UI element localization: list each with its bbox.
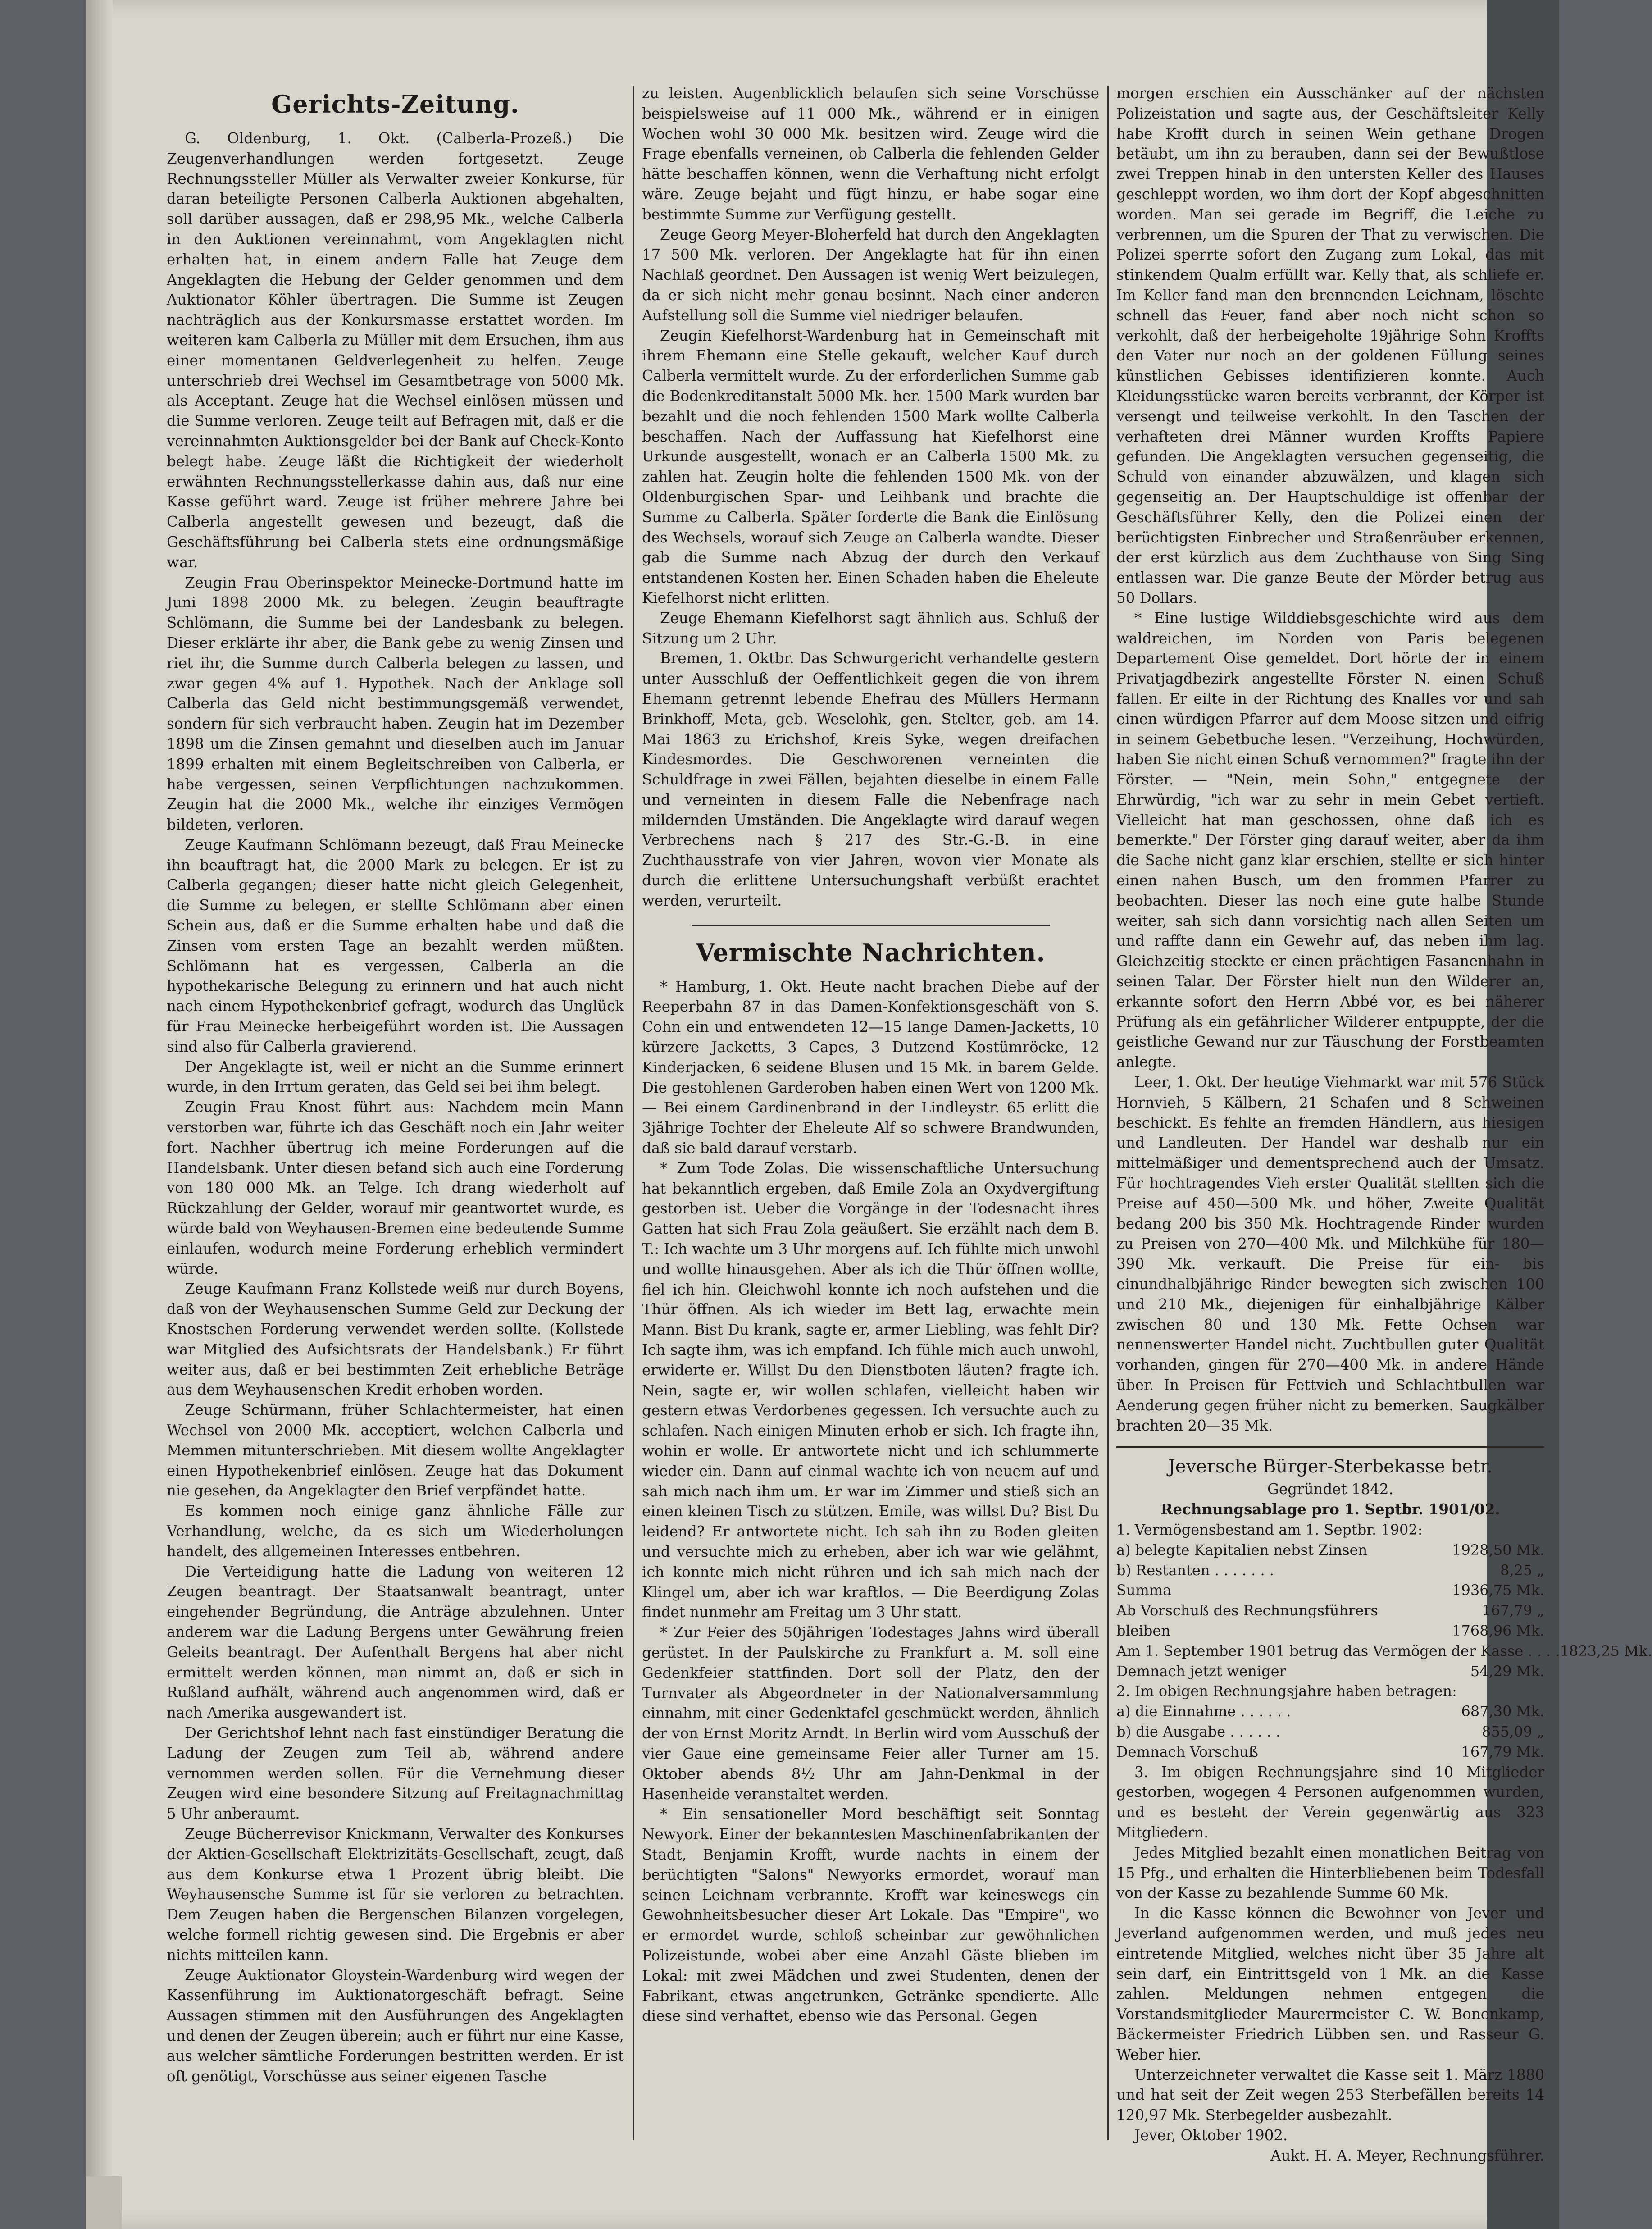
account-label: b) die Ausgabe . . . . . . — [1116, 1723, 1281, 1740]
account-value: 1768,96 Mk. — [1452, 1622, 1544, 1639]
article-paragraph: Zeugin Frau Knost führt aus: Nachdem mein Mann verstorben war, führte ich das Geschäft noch ein Jahr weiter fort. Nachher übertrug ich meine Forderungen auf die Handelsbank. Unter diesen befand sich auch eine Forderung von 180 000 Mk. an Telge. Ich drang wiederholt auf Rückzahlung der Gelder, worauf mir geantwortet wurde, es würde bald von Weyhausen-Bremen eine bedeutende Summe einlaufen, wodurch meine Forderung erheblich vermindert würde. — [167, 1099, 624, 1277]
account-label: bleiben — [1116, 1622, 1170, 1639]
section-heading: Vermischte Nachrichten. — [696, 938, 1046, 967]
account-value: 1928,50 Mk. — [1452, 1541, 1544, 1559]
article-paragraph: * Zur Feier des 50jährigen Todestages Jahns wird überall gerüstet. In der Paulskirche zu Frankfurt a. M. soll eine Gedenkfeier stattfinden. Dort soll der Platz, den der Turnvater als Abgeordneter in der Nationalversammlung einnahm, mit einer Gedenktafel geschmückt werden, ähnlich der von Ernst Moritz Arndt. In Berlin wird vom Ausschuß der vier Gaue eine gemeinsame Feier aller Turner am 15. Oktober abends 8½ Uhr am Jahn-Denkmal in der Hasenheide veranstaltet werden. — [642, 1624, 1099, 1803]
account-value: 54,29 Mk. — [1470, 1662, 1544, 1680]
notice-subtitle: Gegründet 1842. — [1267, 1481, 1393, 1498]
account-value: 167,79 „ — [1482, 1602, 1544, 1619]
account-value: 1823,25 Mk. — [1560, 1642, 1652, 1659]
account-row — [1116, 1701, 1544, 1722]
article-paragraph: * Zum Tode Zolas. Die wissenschaftliche Untersuchung hat bekanntlich ergeben, daß Emile Zola an Oxydvergiftung gestorben ist. Ueber die Vorgänge in der Todesnacht ihres Gatten hat sich Frau Zola geäußert. Sie erzählt nach dem B. T.: Ich wachte um 3 Uhr morgens auf. Ich fühlte mich unwohl und wollte hinausgehen. Aber als ich die Thür öffnen wollte, fiel ich hin. Gleichwohl konnte ich noch aufstehen und die Thür öffnen. Als ich wieder im Bett lag, erwachte mein Mann. Bist Du krank, sagte er, armer Liebling, was fehlt Dir? Ich sagte ihm, was ich empfand. Ich fühle mich auch unwohl, erwiderte er. Willst Du den Dienstboten läuten? fragte ich. Nein, sagte er, wir wollen schlafen, vielleicht haben wir gestern etwas Verdorbenes gegessen. Ich versuchte auch zu schlafen. Nach einigen Minuten erhob er sich. Ich fragte ihn, wohin er wolle. Er antwortete nicht und ich schlummerte wieder ein. Dann auf einmal wachte ich von neuem auf und sah mich nach ihm um. Er war im Zimmer und stieß sich an einen kleinen Tisch zu stützen. Emile, was willst Du? Bist Du leidend? Er antwortete nicht. Ich sah ihn zu Boden gleiten und versuchte mich zu erheben, aber ich war wie gelähmt, ich konnte mich nicht rühren und ich sah mich nach der Klingel um, aber ich war kraftlos. — Die Beerdigung Zolas findet nunmehr am Freitag um 3 Uhr statt. — [642, 1159, 1099, 1621]
account-label: Summa — [1116, 1582, 1172, 1599]
article-paragraph: Jedes Mitglied bezahlt einen monatlichen Beitrag von 15 Pfg., und erhalten die Hinterbliebenen beim Todesfall von der Kasse zu bezahlende Summe 60 Mk. — [1116, 1844, 1544, 1902]
account-label: 1. Vermögensbestand am 1. Septbr. 1902: — [1116, 1521, 1423, 1538]
article-paragraph: Zeugin Kiefelhorst-Wardenburg hat in Gemeinschaft mit ihrem Ehemann eine Stelle gekauft, welcher Kauf durch Calberla vermittelt wurde. Zu der erforderlichen Summe gab die Bodenkreditanstalt 5000 Mk. her. 1500 Mark wurden bar bezahlt und die noch fehlenden 1500 Mark wollte Calberla beschaffen. Nach der Auffassung hat Kiefelhorst eine Urkunde ausgestellt, wonach er an Calberla 1500 Mk. zu zahlen hat. Zeugin holte die fehlenden 1500 Mk. von der Oldenburgischen Spar- und Leihbank und brachte die Summe zu Calberla. Später forderte die Bank die Einlösung des Wechsels, worauf sich Zeuge an Calberla wandte. Dieser gab die Summe nach Abzug der durch den Verkauf entstandenen Kosten her. Einen Schaden haben die Eheleute Kiefelhorst nicht erlitten. — [642, 327, 1099, 606]
article-paragraph: Zeuge Kaufmann Schlömann bezeugt, daß Frau Meinecke ihn beauftragt hat, die 2000 Mark zu belegen. Er ist zu Calberla gegangen; dieser hatte nicht gleich Gelegenheit, die Summe zu belegen, er stellte Schlömann aber einen Schein aus, daß er die Summe erhalten habe und daß die Zinsen vom ersten Tage an bezahlt werden müßten. Schlömann hat es vergessen, Calberla an die hypothekarische Belegung zu erinnern und hat auch nicht nach einem Hypothekenbrief gefragt, wodurch das Unglück für Frau Meinecke herbeigeführt worden ist. Die Aussagen sind also für Calberla gravierend. — [167, 836, 624, 1055]
column-1 — [167, 83, 624, 2147]
account-value: 8,25 „ — [1500, 1561, 1544, 1579]
account-label: b) Restanten . . . . . . . — [1116, 1561, 1274, 1579]
account-label: Ab Vorschuß des Rechnungsführers — [1116, 1602, 1378, 1619]
article-paragraph: zu leisten. Augenblicklich belaufen sich seine Vorschüsse beispielsweise auf 11 000 Mk., während er in einigen Wochen wohl 30 000 Mk. besitzen wird. Zeuge wird die Frage ebenfalls verneinen, ob Calberla die fehlenden Gelder hätte beschaffen können, wenn die Verhaftung nicht erfolgt wäre. Zeuge bejaht und fügt hinzu, er habe sogar eine bestimmte Summe zur Verfügung gestellt. — [642, 85, 1099, 223]
article-paragraph: Der Angeklagte ist, weil er nicht an die Summe erinnert wurde, in den Irrtum geraten, das Geld sei bei ihm belegt. — [167, 1058, 624, 1096]
article-paragraph: Jever, Oktober 1902. — [1134, 2126, 1288, 2144]
account-label: Am 1. September 1901 betrug das Vermögen der Kasse . . . . — [1116, 1642, 1560, 1659]
account-row — [1116, 1600, 1544, 1621]
account-row — [1116, 1540, 1544, 1560]
account-label: a) die Einnahme . . . . . . — [1116, 1703, 1291, 1720]
account-value: 1936,75 Mk. — [1452, 1582, 1544, 1599]
account-label: a) belegte Kapitalien nebst Zinsen — [1116, 1541, 1368, 1559]
section-heading: Gerichts-Zeitung. — [271, 90, 519, 119]
article-paragraph: Zeuge Ehemann Kiefelhorst sagt ähnlich aus. Schluß der Sitzung um 2 Uhr. — [642, 609, 1099, 647]
article-paragraph: In die Kasse können die Bewohner von Jever und Jeverland aufgenommen werden, und muß jedes neu eintretende Mitglied, welches nicht über 35 Jahre alt sein darf, ein Eintrittsgeld von 1 Mk. an die Kasse zahlen. Meldungen nehmen entgegen die Vorstandsmitglieder Maurermeister C. W. Bonenkamp, Bäckermeister Friedrich Lübben sen. und Rasseur G. Weber hier. — [1116, 1905, 1544, 2063]
column-3 — [1116, 83, 1652, 2164]
account-row — [1116, 1621, 1544, 1641]
account-row — [1116, 1520, 1544, 1540]
notice-title: Jeversche Bürger-Sterbekasse betr. — [1168, 1456, 1493, 1477]
column-2 — [642, 83, 1099, 2138]
article-paragraph: * Ein sensationeller Mord beschäftigt seit Sonntag Newyork. Einer der bekanntesten Maschinenfabrikanten der Stadt, Benjamin Krofft, wurde nachts in einem der berüchtigten "Salons" Newyorks ermordet, worauf man seinen Leichnam verbrannte. Krofft war keineswegs ein Gewohnheitsbesucher dieser Art Lokale. Das "Empire", wo er ermordet wurde, schloß scheinbar zur gewöhnlichen Polizeistunde, wobei aber eine Anzahl Gäste blieben im Lokal: mit zwei Mädchen und zwei Studenten, denen der Fabrikant, etwas angetrunken, Getränke spendierte. Alle diese sind verhaftet, ebenso wie das Personal. Gegen — [642, 1805, 1099, 2025]
article-paragraph: Bremen, 1. Oktbr. Das Schwurgericht verhandelte gestern unter Ausschluß der Oeffentlichkeit gegen die von ihrem Ehemann getrennt lebende Ehefrau des Müllers Hermann Brinkhoff, Meta, geb. Weselohk, gen. Stelter, geb. am 14. Mai 1863 zu Erichshof, Kreis Syke, wegen dreifachen Kindesmordes. Die Geschworenen verneinten die Schuldfrage in zwei Fällen, bejahten dieselbe in einem Falle und verneinten in diesem Falle die Nebenfrage nach mildernden Umständen. Die Angeklagte wird darauf wegen Verbrechens nach § 217 des Str.-G.-B. in eine Zuchthausstrafe von vier Jahren, wovon vier Monate als durch die erlittene Untersuchungshaft verbüßt erachtet werden, verurteilt. — [642, 650, 1099, 909]
page-corner — [86, 2176, 122, 2229]
account-value: 167,79 Mk. — [1461, 1743, 1544, 1760]
article-paragraph: Zeuge Bücherrevisor Knickmann, Verwalter des Konkurses der Aktien-Gesellschaft Elektrizitäts-Gesellschaft, zeugt, daß aus dem Konkurse etwa 1 Prozent übrig bleibt. Die Weyhausensche Summe ist für sie verloren zu betrachten. Dem Zeugen haben die Bergenschen Bilanzen vorgelegen, welche formell richtig gewesen sind. Die Ergebnis er aber nichts mitteilen kann. — [167, 1825, 624, 1964]
account-row — [1116, 1742, 1544, 1762]
article-paragraph: Zeugin Frau Oberinspektor Meinecke-Dortmund hatte im Juni 1898 2000 Mk. zu belegen. Zeugin beauftragte Schlömann, die Summe bei der Landesbank zu belegen. Dieser erklärte ihr aber, die Bank gebe zu wenig Zinsen und riet ihr, die Summe durch Calberla belegen zu lassen, und zwar gegen 4% auf 1. Hypothek. Nach der Anklage soll Calberla das Geld nicht bestimmungsgemäß verwendet, sondern für sich verbraucht haben. Zeugin hat im Dezember 1898 um die Zinsen gemahnt und dieselben auch im Januar 1899 erhalten mit einem Begleitschreiben von Calberla, er habe vergessen, seinen Verpflichtungen nachzukommen. Zeugin hat die 2000 Mk., welche ihr einziges Vermögen bildeten, verloren. — [167, 574, 624, 834]
article-paragraph: * Eine lustige Wilddiebsgeschichte wird aus dem waldreichen, im Norden von Paris belegenen Departement Oise gemeldet. Dort hörte der in einem Privatjagdbezirk angestellte Förster N. einen Schuß fallen. Er eilte in der Richtung des Knalles vor und sah einen würdigen Pfarrer auf dem Moose sitzen und eifrig in seinem Gebetbuche lesen. "Verzeihung, Hochwürden, haben Sie nicht einen Schuß vernommen?" fragte ihn der Förster. — "Nein, mein Sohn," entgegnete der Ehrwürdig, "ich war zu sehr in mein Gebet vertieft. Vielleicht hat man geschossen, ohne daß ich es bemerkte." Der Förster ging darauf weiter, aber da ihm die Sache nicht ganz klar erschien, stellte er sich hinter einen nahen Busch, um den frommen Pfarrer zu beobachten. Dieser las noch eine gute halbe Stunde weiter, sah sich dann vorsichtig nach allen Seiten um und raffte dann ein Gewehr auf, das neben ihm lag. Gleichzeitig steckte er einen prächtigen Fasanenhahn in seinen Talar. Der Förster hielt nun den Wilderer an, erkannte sofort den Herrn Abbé vor, es bei näherer Prüfung als ein gefährlicher Wilderer entpuppte, der die geistliche Gewand nur zur Täuschung der Forstbeamten anlegte. — [1116, 609, 1544, 1071]
article-paragraph: Die Verteidigung hatte die Ladung von weiteren 12 Zeugen beantragt. Der Staatsanwalt beantragt, unter eingehender Begründung, die Anträge abzulehnen. Unter anderem war die Ladung Bergens unter Gewährung freien Geleits beantragt. Der Aufenthalt Bergens hat aber nicht ermittelt werden können, man nimmt an, daß er sich in Rußland aufhält, während auch angenommen wird, daß er nach Amerika ausgewandert ist. — [167, 1563, 624, 1722]
page-binding-shadow — [86, 0, 113, 2229]
article-paragraph: 3. Im obigen Rechnungsjahre sind 10 Mitglieder gestorben, wogegen 4 Personen aufgenommen wurden, und es besteht der Verein gegenwärtig aus 323 Mitgliedern. — [1116, 1763, 1544, 1841]
article-paragraph: * Hamburg, 1. Okt. Heute nacht brachen Diebe auf der Reeperbahn 87 in das Damen-Konfektionsgeschäft von S. Cohn ein und entwendeten 12—15 lange Damen-Jacketts, 10 kürzere Jacketts, 3 Capes, 3 Dutzend Kostümröcke, 12 Kinderjacken, 6 seidene Blusen und 15 Mk. in barem Gelde. Die gestohlenen Garderoben haben einen Wert von 1200 Mk. — Bei einem Gardinenbrand in der Lindleystr. 65 erlitt die 3jährige Tochter der Eheleute Alf so schwere Brandwunden, daß sie bald darauf verstarb. — [642, 978, 1099, 1157]
account-row — [1116, 1641, 1652, 1661]
account-value: 687,30 Mk. — [1461, 1703, 1544, 1720]
article-paragraph: Zeuge Georg Meyer-Bloherfeld hat durch den Angeklagten 17 500 Mk. verloren. Der Angeklagte hat für ihn einen Nachlaß geordnet. Den Aussagen ist wenig Wert beizulegen, da er sich nicht mehr genau besinnt. Nach einer anderen Aufstellung soll die Summe viel niedriger belaufen. — [642, 226, 1099, 324]
article-paragraph: Zeuge Kaufmann Franz Kollstede weiß nur durch Boyens, daß von der Weyhausenschen Summe Geld zur Deckung der Knostschen Forderung verwendet werden sollte. (Kollstede war Mitglied des Aufsichtsrats der Handelsbank.) Er führt weiter aus, daß er bei bestimmten Zeit erhebliche Beträge aus dem Weyhausenschen Kredit erhoben worden. — [167, 1280, 624, 1399]
section-separator — [692, 925, 1050, 926]
account-row — [1116, 1681, 1544, 1701]
article-paragraph: morgen erschien ein Ausschänker auf der nächsten Polizeistation und sagte aus, der Geschäftsleiter Kelly habe Krofft durch in seinen Wein gethane Drogen betäubt, um ihn zu berauben, dann sei der Bewußtlose zwei Treppen hinab in den untersten Keller des Hauses geschleppt worden, wo ihm dort der Kopf abgeschnitten worden. Man sei gerade im Begriff, die Leiche zu verbrennen, um die Spuren der That zu verwischen. Die Polizei sperrte sofort den Zugang zum Lokal, das mit stinkendem Qualm erfüllt war. Kelly that, als schliefe er. Im Keller fand man den brennenden Leichnam, löschte schnell das Feuer, fand aber noch nicht schon so verkohlt, daß der herbeigeholte 19jährige Sohn Kroffts den Vater nur noch an der goldenen Füllung seines künstlichen Gebisses identifizieren konnte. Auch Kleidungsstücke waren bereits verbrannt, der Körper ist versengt und teilweise verkohlt. In den Taschen der verhafteten drei Männer wurden Kroffts Papiere gefunden. Die Angeklagten versuchen gegenseitig, die Schuld von einander abzuwälzen, und klagen sich gegenseitig an. Der Hauptschuldige ist offenbar der Geschäftsführer Kelly, den die Polizei einen der berüchtigsten Einbrecher und Straßenräuber erkennen, der erst kürzlich aus dem Zuchthause von Sing Sing entlassen war. Die ganze Beute der Mörder betrug aus 50 Dollars. — [1116, 85, 1544, 606]
article-paragraph: Es kommen noch einige ganz ähnliche Fälle zur Verhandlung, welche, da es sich um Wiederholungen handelt, des allgemeinen Interesses entbehren. — [167, 1502, 624, 1560]
article-paragraph: Zeuge Auktionator Gloystein-Wardenburg wird wegen der Kassenführung im Auktionatorgeschäft befragt. Seine Aussagen stimmen mit den Ausführungen des Angeklagten und denen der Zeugen überein; auch er führt nur eine Kasse, aus welcher sämtliche Forderungen bestritten werden. Er ist oft genötigt, Vorschüsse aus seiner eigenen Tasche — [167, 1966, 624, 2085]
account-value: 855,09 „ — [1482, 1723, 1544, 1740]
article-paragraph: Der Gerichtshof lehnt nach fast einstündiger Beratung die Ladung der Zeugen zum Teil ab, während andere vernommen werden sollen. Für die Vernehmung dieser Zeugen wird eine besondere Sitzung auf Freitagnachmittag 5 Uhr anberaumt. — [167, 1724, 624, 1823]
account-row — [1116, 1560, 1544, 1581]
account-label: Demnach Vorschuß — [1116, 1743, 1258, 1760]
account-label: 2. Im obigen Rechnungsjahre haben betragen: — [1116, 1682, 1457, 1700]
account-row — [1116, 1661, 1544, 1682]
column-rule-1 — [633, 86, 634, 2140]
article-paragraph: G. Oldenburg, 1. Okt. (Calberla-Prozeß.) Die Zeugenverhandlungen werden fortgesetzt. Zeuge Rechnungssteller Müller als Verwalter zweier Konkurse, für daran beteiligte Personen Calberla Auktionen abgehalten, soll darüber aussagen, daß er 298,95 Mk., welche Calberla in den Auktionen vereinnahmt, vom Angeklagten nicht erhalten hat, in einem andern Falle hat Zeuge dem Angeklagten die Hebung der Gelder genommen und dem Auktionator Köhler übertragen. Die Summe ist Zeugen nachträglich aus der Konkursmasse erstattet worden. Im weiteren kam Calberla zu Müller mit dem Ersuchen, ihm aus einer momentanen Geldverlegenheit zu helfen. Zeuge unterschrieb drei Wechsel im Gesamtbetrage von 5000 Mk. als Acceptant. Zeuge hat die Wechsel einlösen müssen und die Summe verloren. Zeuge teilt auf Befragen mit, daß er die vereinnahmten Auktionsgelder bei der Bank auf Check-Konto belegt habe. Zeuge läßt die Richtigkeit der wiederholt erwähnten Rechnungsstellerkasse dahin aus, daß nur eine Kasse geführt ward. Zeuge ist früher mehrere Jahre bei Calberla angestellt gewesen und bezeugt, daß die Geschäftsführung bei Calberla stets eine ordnungsmäßige war. — [167, 130, 624, 571]
notice-subtitle: Rechnungsablage pro 1. Septbr. 1901/02. — [1160, 1500, 1500, 1518]
column-rule-2 — [1107, 86, 1109, 2140]
account-label: Demnach jetzt weniger — [1116, 1662, 1286, 1680]
account-table — [1116, 1520, 1652, 1762]
account-row — [1116, 1580, 1544, 1600]
article-paragraph: Leer, 1. Okt. Der heutige Viehmarkt war mit 576 Stück Hornvieh, 5 Kälbern, 21 Schafen und 8 Schweinen beschickt. Es fehlte an fremden Händlern, aus hiesigen und Landleuten. Der Handel war deshalb nur ein mittelmäßiger und dementsprechend auch der Umsatz. Für hochtragendes Vieh erster Qualität stellten sich die Preise auf 450—500 Mk. und höher, Zweite Qualität bedang 200 bis 350 Mk. Hochtragende Rinder wurden zu Preisen von 270—400 Mk. und Milchkühe für 180—390 Mk. verkauft. Die Preise für ein- bis einundhalbjährige Rinder bewegten sich zwischen 100 und 210 Mk., diejenigen für einhalbjährige Kälber zwischen 80 und 130 Mk. Fette Ochsen war nennenswerter Handel nicht. Zuchtbullen guter Qualität vorhanden, gingen für 270—400 Mk. in andere Hände über. In Preisen für Fettvieh und Schlachtbullen war Aenderung gegen früher nicht zu bemerken. Saugkälber brachten 20—35 Mk. — [1116, 1074, 1544, 1434]
section-separator — [1116, 1446, 1544, 1448]
account-row — [1116, 1722, 1544, 1742]
article-paragraph: Unterzeichneter verwaltet die Kasse seit 1. März 1880 und hat seit der Zeit wegen 253 Sterbefällen bereits 14 120,97 Mk. Sterbegelder ausbezahlt. — [1116, 2066, 1544, 2124]
signature-line: Aukt. H. A. Meyer, Rechnungsführer. — [1270, 2147, 1544, 2164]
article-paragraph: Zeuge Schürmann, früher Schlachtermeister, hat einen Wechsel von 2000 Mk. acceptiert, welchen Calberla und Memmen mitunterschrieben. Mit diesem wollte Angeklagter einen Hypothekenbrief einlösen. Zeuge hat das Dokument nie gesehen, da Angeklagter den Brief verpfändet hatte. — [167, 1401, 624, 1500]
